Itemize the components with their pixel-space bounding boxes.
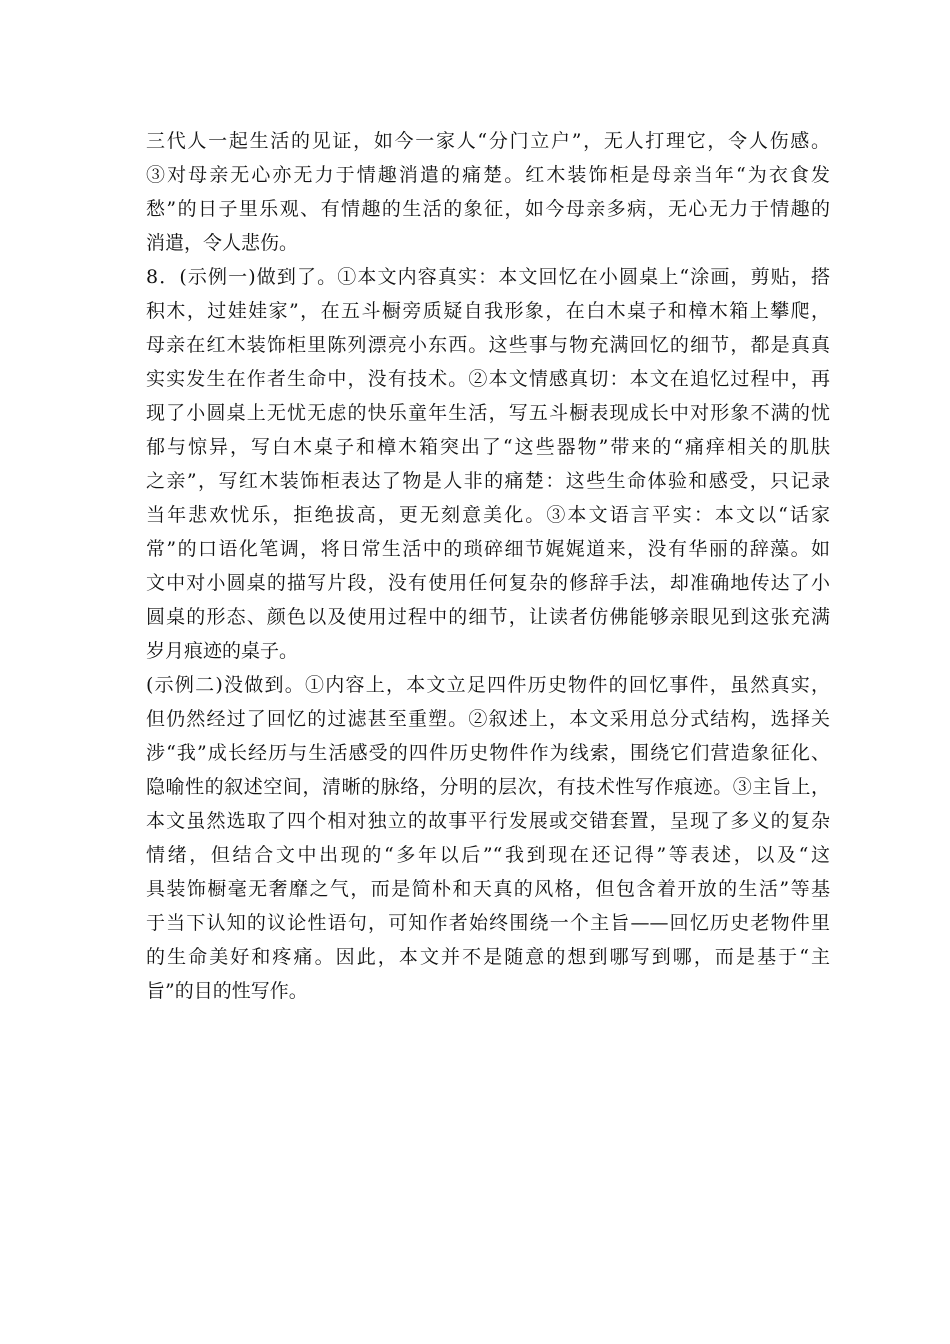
document-page xyxy=(146,124,830,1008)
text-line: 现了小圆桌上无忧无虑的快乐童年生活，写五斗橱表现成长中对形象不满的忧 xyxy=(146,402,830,424)
example-2-line: (示例二)没做到。①内容上，本文立足四件历史物件的回忆事件，虽然真实， xyxy=(146,674,830,696)
text-line: 隐喻性的叙述空间，清晰的脉络，分明的层次，有技术性写作痕迹。③主旨上， xyxy=(146,776,830,798)
answer-8-line: 8．(示例一)做到了。①本文内容真实：本文回忆在小圆桌上“涂画，剪贴，搭 xyxy=(146,266,830,288)
text-line: 积木，过娃娃家”，在五斗橱旁质疑自我形象，在白木桌子和樟木箱上攀爬， xyxy=(146,300,830,322)
text-line: 岁月痕迹的桌子。 xyxy=(146,640,299,662)
text-line: 三代人一起生活的见证，如今一家人“分门立户”，无人打理它，令人伤感。 xyxy=(146,130,830,152)
text-line: 郁与惊异，写白木桌子和樟木箱突出了“这些器物”带来的“痛痒相关的肌肤 xyxy=(146,436,830,458)
text-line: ③对母亲无心亦无力于情趣消遣的痛楚。红木装饰柜是母亲当年“为衣食发 xyxy=(146,164,830,186)
text-line: 实实发生在作者生命中，没有技术。②本文情感真切：本文在追忆过程中，再 xyxy=(146,368,830,390)
text-line: 消遣，令人悲伤。 xyxy=(146,232,299,254)
text-line: 常”的口语化笔调，将日常生活中的琐碎细节娓娓道来，没有华丽的辞藻。如 xyxy=(146,538,830,560)
text-line: 文中对小圆桌的描写片段，没有使用任何复杂的修辞手法，却准确地传达了小 xyxy=(146,572,830,594)
text-line: 旨”的目的性写作。 xyxy=(146,980,308,1002)
text-line: 于当下认知的议论性语句，可知作者始终围绕一个主旨——回忆历史老物件里 xyxy=(146,912,830,934)
text-line: 愁”的日子里乐观、有情趣的生活的象征，如今母亲多病，无心无力于情趣的 xyxy=(146,198,830,220)
text-line: 的生命美好和疼痛。因此，本文并不是随意的想到哪写到哪，而是基于“主 xyxy=(146,946,830,968)
text-line: 具装饰橱毫无奢靡之气，而是简朴和天真的风格，但包含着开放的生活”等基 xyxy=(146,878,830,900)
text-line: 之亲”，写红木装饰柜表达了物是人非的痛楚：这些生命体验和感受，只记录 xyxy=(146,470,830,492)
text-line: 涉“我”成长经历与生活感受的四件历史物件作为线索，围绕它们营造象征化、 xyxy=(146,742,830,764)
text-line: 圆桌的形态、颜色以及使用过程中的细节，让读者仿佛能够亲眼见到这张充满 xyxy=(146,606,830,628)
text-line: 情绪，但结合文中出现的“多年以后”“我到现在还记得”等表述，以及“这 xyxy=(146,844,830,866)
text-line: 本文虽然选取了四个相对独立的故事平行发展或交错套置，呈现了多义的复杂 xyxy=(146,810,830,832)
text-line: 但仍然经过了回忆的过滤甚至重塑。②叙述上，本文采用总分式结构，选择关 xyxy=(146,708,830,730)
text-line: 母亲在红木装饰柜里陈列漂亮小东西。这些事与物充满回忆的细节，都是真真 xyxy=(146,334,830,356)
text-line: 当年悲欢忧乐，拒绝拔高，更无刻意美化。③本文语言平实：本文以“话家 xyxy=(146,504,830,526)
